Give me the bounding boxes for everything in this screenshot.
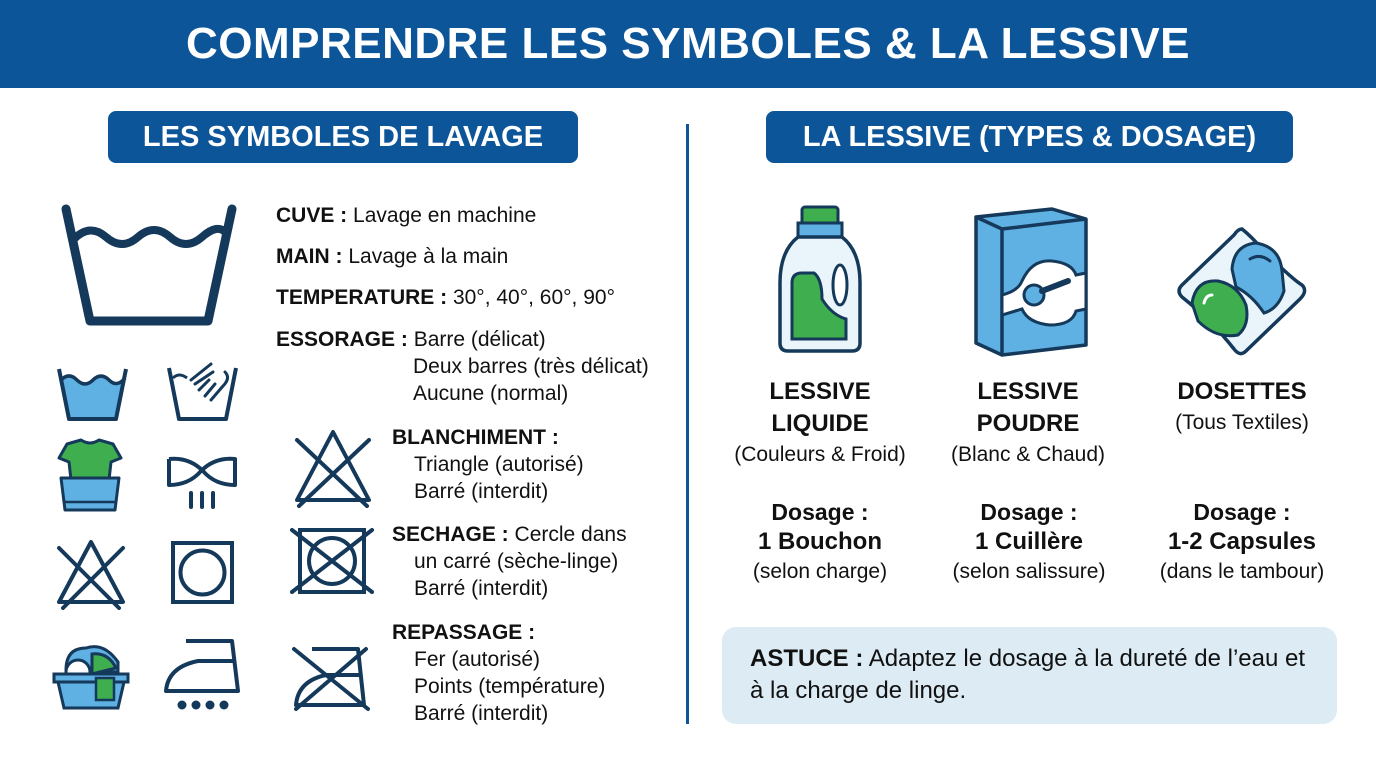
definition-sechage: SECHAGE : Cercle dans un carré (sèche-linge) Barré (interdit): [392, 523, 627, 600]
liquid-detergent-bottle-icon: [776, 203, 864, 355]
tumble-dry-icon: [171, 541, 234, 604]
product-powder: LESSIVE POUDRE (Blanc & Chaud): [950, 378, 1106, 466]
washtub-filled-icon: [55, 365, 130, 423]
section-divider: [686, 124, 689, 724]
definition-repassage: REPASSAGE : Fer (autorisé) Points (température) Barré (interdit): [392, 621, 606, 725]
product-pods: DOSETTES (Tous Textiles): [1175, 378, 1309, 434]
dosage-pods: Dosage : 1-2 Capsules (dans le tambour): [1159, 499, 1325, 583]
definition-cuve: CUVE : Lavage en machine: [276, 204, 537, 227]
dosage-powder: Dosage : 1 Cuillère (selon salissure): [952, 499, 1106, 583]
section-heading-detergent: LA LESSIVE (TYPES & DOSAGE): [766, 111, 1293, 163]
title-banner: [0, 0, 1376, 88]
hand-wash-icon: [165, 358, 240, 423]
detergent-pod-icon: [1172, 225, 1312, 357]
definition-essorage: ESSORAGE : Barre (délicat) Deux barres (très délicat) Aucune (normal): [276, 328, 649, 405]
washtub-icon: [60, 203, 238, 327]
no-tumble-dry-icon: [290, 526, 374, 596]
page-title: COMPRENDRE LES SYMBOLES & LA LESSIVE: [185, 19, 1191, 68]
product-liquid: LESSIVE LIQUIDE (Couleurs & Froid): [734, 378, 906, 466]
iron-4-dots-icon: [162, 637, 242, 713]
laundry-basket-icon: [52, 638, 130, 710]
tip-label: ASTUCE :: [750, 645, 864, 672]
section-heading-symbols: LES SYMBOLES DE LAVAGE: [108, 111, 578, 163]
tip-text: Adaptez le dosage à la dureté de l’eau et à la charge de linge.: [750, 645, 1306, 704]
wring-icon: [165, 455, 240, 509]
definition-blanchiment: BLANCHIMENT : Triangle (autorisé) Barré (interdit): [392, 426, 584, 503]
definition-temperature: TEMPERATURE : 30°, 40°, 60°, 90°: [276, 286, 615, 309]
tshirt-basin-icon: [55, 438, 125, 516]
no-bleach-icon: [55, 538, 127, 610]
powder-detergent-box-icon: [972, 205, 1090, 357]
no-iron-icon: [292, 643, 372, 713]
no-bleach-large-icon: [293, 428, 373, 508]
dosage-liquid: Dosage : 1 Bouchon (selon charge): [752, 499, 888, 583]
definition-main: MAIN : Lavage à la main: [276, 245, 509, 268]
tip-box: [722, 627, 1337, 724]
